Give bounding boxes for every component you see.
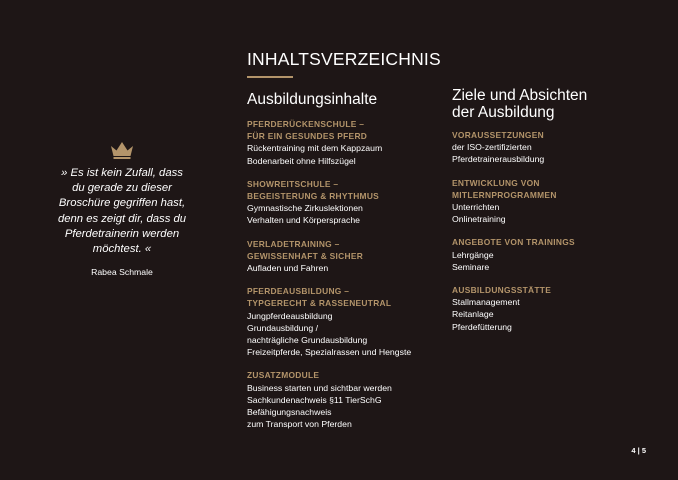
section-item: Business starten und sichtbar werden [247, 382, 392, 393]
quote-text [52, 166, 192, 257]
section-heading: PFERDERÜCKENSCHULE – FÜR EIN GESUNDES PFERD [247, 119, 368, 142]
section-item: Aufladen und Fahren [247, 263, 329, 274]
title-underline [247, 76, 293, 78]
section-item: Verhalten und Körpersprache [247, 215, 361, 226]
section-voraussetzungen [452, 129, 652, 166]
column-ziele-und-absichten [452, 87, 652, 344]
section-item: zum Transport von Pferden [247, 419, 352, 430]
section-heading: PFERDEAUSBILDUNG – TYPGERECHT & RASSENEUTRAL [247, 286, 392, 309]
quote-author: Rabea Schmale [91, 267, 153, 278]
section-item: Grundausbildung / [247, 322, 318, 333]
column-ausbildungsinhalte [247, 91, 447, 441]
section-heading: VORAUSSETZUNGEN [452, 130, 544, 140]
section-item: Gymnastische Zirkuslektionen [247, 203, 363, 214]
section-ausbildungsstaette [452, 284, 652, 333]
quote-line: Broschüre gegriffen hast, [58, 197, 186, 210]
section-item: der ISO-zertifizierten [452, 142, 532, 153]
quote-line: möchtest. « [92, 243, 152, 256]
section-item: Stallmanagement [452, 297, 520, 308]
section-zusatzmodule [247, 369, 447, 430]
quote-line: Pferdetrainerin werden [64, 227, 180, 240]
section-heading: VERLADETRAINING – GEWISSENHAFT & SICHER [247, 238, 364, 261]
section-item: Pferdetrainerausbildung [452, 154, 545, 165]
crown-icon [109, 140, 135, 160]
section-item: Befähigungsnachweis [247, 407, 332, 418]
section-item: Jungpferdeausbildung [247, 310, 333, 321]
section-item: Seminare [452, 261, 490, 272]
section-heading: AUSBILDUNGSSTÄTTE [452, 285, 552, 296]
section-item: Lehrgänge [452, 249, 494, 260]
section-heading: ANGEBOTE VON TRAININGS [452, 237, 575, 248]
page-number: 4 | 5 [631, 446, 646, 455]
section-trainings [452, 236, 652, 273]
column-title: Ausbildungsinhalte [247, 91, 378, 108]
section-item: Rückentraining mit dem Kappzaum [247, 143, 383, 154]
section-item: Sachkundenachweis §11 TierSchG [247, 394, 382, 405]
section-showreitschule [247, 178, 447, 227]
page-title: INHALTSVERZEICHNIS [247, 49, 441, 69]
section-item: Unterrichten [452, 202, 500, 213]
section-item: Pferdefütterung [452, 321, 512, 332]
section-item: Bodenarbeit ohne Hilfszügel [247, 155, 356, 166]
column-title: Ziele und Absichten der Ausbildung [452, 87, 588, 121]
section-item: nachträgliche Grundausbildung [247, 335, 368, 346]
section-heading: ENTWICKLUNG VON MITLERNPROGRAMMEN [452, 177, 557, 200]
section-mitlernprogramme [452, 177, 652, 226]
section-heading: ZUSATZMODULE [247, 370, 320, 381]
quote-line: » Es ist kein Zufall, dass [61, 167, 183, 179]
quote-line: du gerade zu dieser [72, 182, 172, 195]
section-pferderueckenschule [247, 118, 447, 167]
section-item: Freizeitpferde, Spezialrassen und Hengste [247, 347, 412, 358]
quote-line: denn es zeigt dir, dass du [57, 212, 187, 225]
section-pferdeausbildung [247, 285, 447, 358]
quote-box [52, 140, 192, 277]
section-heading: SHOWREITSCHULE – BEGEISTERUNG & RHYTHMUS [247, 178, 380, 202]
section-item: Onlinetraining [452, 214, 506, 225]
section-verladetraining [247, 238, 447, 275]
section-item: Reitanlage [452, 309, 494, 320]
